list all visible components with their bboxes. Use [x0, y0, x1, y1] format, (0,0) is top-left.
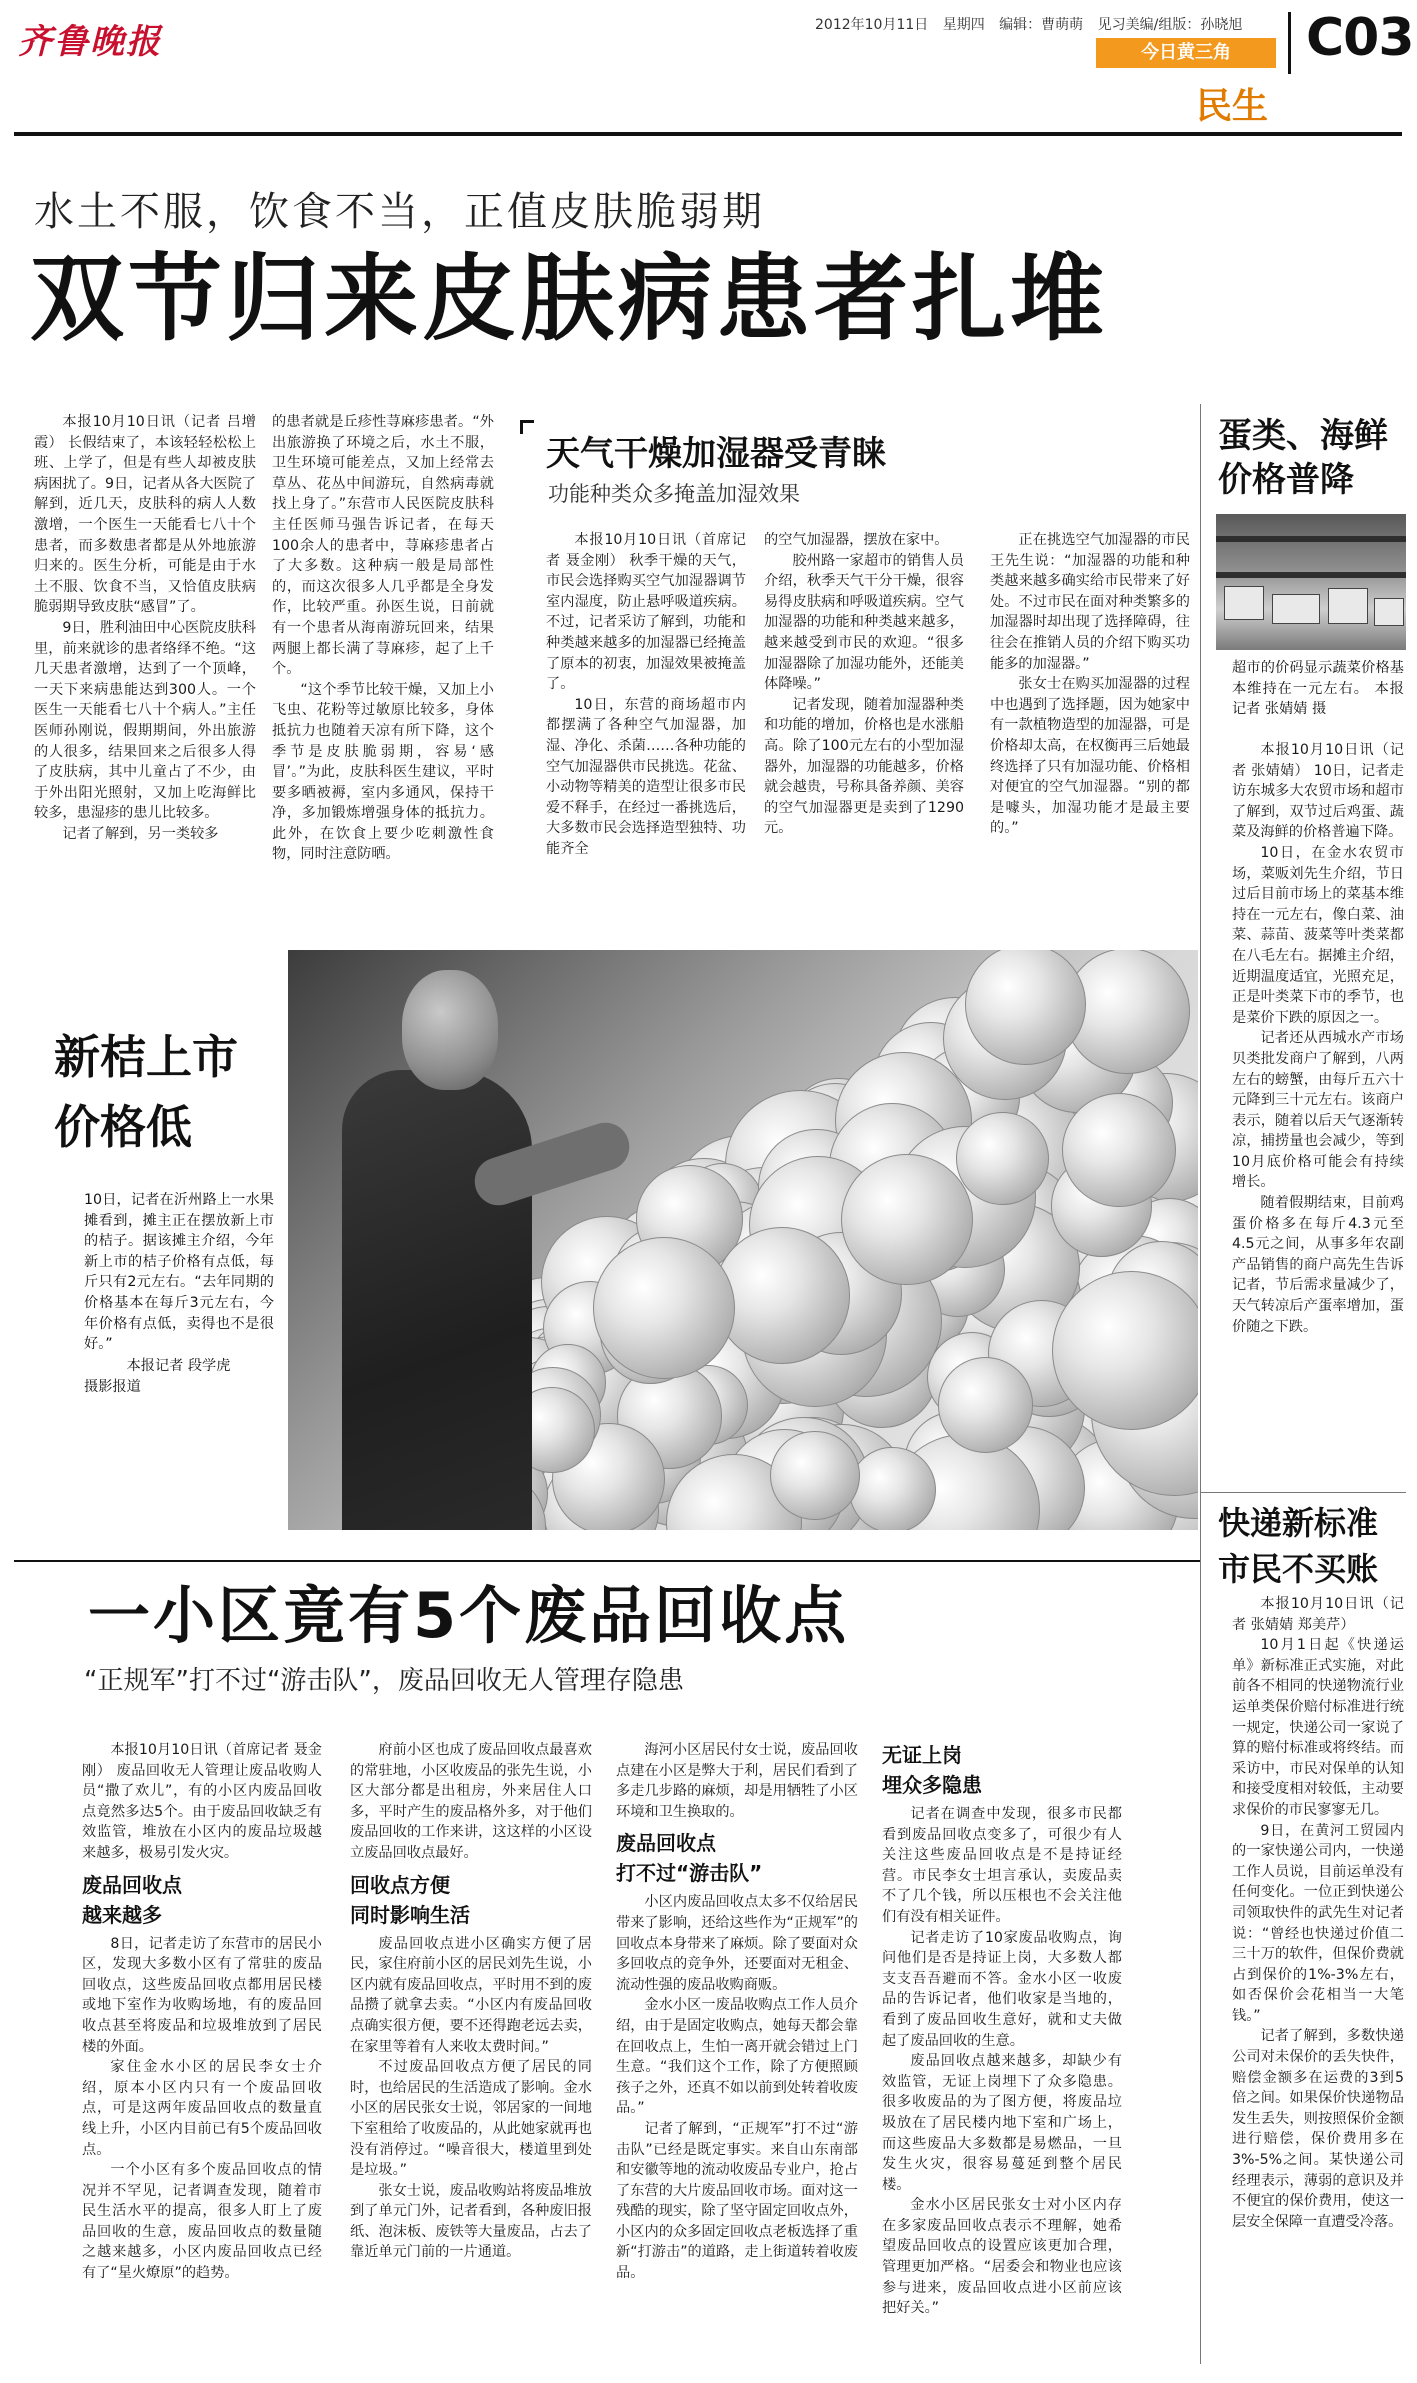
photo-story-title-line: 价格低 [54, 1100, 192, 1154]
photo-credit-line: 本报记者 段学虎 [126, 1358, 231, 1374]
story2-paragraph: 小区内废品回收点太多不仅给居民带来了影响，还给这些作为“正规军”的回收点本身带来了麻烦。除了要面对众多回收点的竞争外，还要面对无租金、流动性强的废品收购商贩。 [616, 1894, 858, 1993]
eggs-title [1218, 414, 1388, 502]
humidifier-box-corner [520, 420, 534, 434]
story2-subheading-line: 打不过“游击队” [616, 1861, 763, 1886]
story2-paragraph: 家住金水小区的居民李女士介绍，原本小区内只有一个废品回收点，可是这两年废品回收点的数量直线上升，小区内目前已有5个废品回收点。 [82, 2059, 322, 2158]
market-photo-caption: 超市的价码显示蔬菜价格基本维持在一元左右。 本报记者 张婧婧 摄 [1232, 660, 1404, 718]
photo-story-title [54, 1022, 238, 1162]
story2-divider [14, 1560, 1200, 1562]
humidifier-paragraph: 10日，东营的商场超市内都摆满了各种空气加湿器，加湿、净化、杀菌……各种功能的空气加湿器供市民挑选。花盆、小动物等精美的造型让很多市民爱不释手，在经过一番挑选后，大多数市民会选择造型独特、功能齐全 [546, 696, 746, 857]
story2-subheading [882, 1740, 1122, 1800]
sidebar-divider [1200, 404, 1201, 2364]
tangerine [770, 1431, 859, 1520]
story2-paragraph: 8日，记者走访了东营市的居民小区，发现大多数小区有了常驻的废品回收点，这些废品回收点都用居民楼或地下室作为收购场地，有的废品回收点甚至将废品和垃圾堆放到了居民楼的外面。 [82, 1935, 322, 2055]
story2-subheading [616, 1828, 858, 1888]
humidifier-subtitle: 功能种类众多掩盖加湿效果 [548, 482, 800, 506]
header-rule [14, 132, 1402, 136]
express-paragraph: 记者了解到，多数快递公司对未保价的丢失快件，赔偿金额多在运费的3到5倍之间。如果保价快递物品发生丢失，则按照保价金额进行赔偿，保价费用多在3%-5%之间。某快递公司经理表示，薄弱的意识及并不便宜的保价费用，使这一层安全保障一直遭受冷落。 [1232, 2028, 1404, 2230]
express-paragraph: 本报10月10日讯（记者 张婧婧 郑美芹） [1232, 1596, 1404, 1633]
story1-paragraph: 记者了解到，另一类较多 [62, 825, 219, 842]
story2-paragraph: 本报10月10日讯（首席记者 聂金刚） 废品回收无人管理让废品收购人员“撒了欢儿”，有的小区内废品回收点竟然多达5个。由于废品回收缺乏有效监管，堆放在小区内的废品垃圾越来越多，极易引发火灾。 [82, 1742, 322, 1861]
story1-paragraph: “这个季节比较干燥，又加上小飞虫、花粉等过敏原比较多，身体抵抗力也随着天凉有所下降，这个季节是皮肤脆弱期，容易‘感冒’。”为此，皮肤科医生建议，平时要多晒被褥，室内多通风，保持干净，多加锻炼增强身体的抵抗力。此外，在饮食上要少吃刺激性食物，同时注意防晒。 [272, 681, 494, 863]
story2-column-4 [882, 1740, 1122, 2319]
eggs-body [1232, 740, 1404, 1337]
express-divider [1200, 1492, 1406, 1493]
market-shelf [1216, 536, 1406, 542]
story2-headline: 一小区竟有5个废品回收点 [88, 1579, 850, 1652]
story2-paragraph: 废品回收点越来越多，却缺少有效监管，无证上岗埋下了众多隐患。很多收废品的为了图方便，将废品垃圾放在了居民楼内地下室和广场上，而这些废品大多数都是易燃品，一旦发生火灾，很容易蔓延到整个居民楼。 [882, 2053, 1122, 2193]
eggs-paragraph: 10日，在金水农贸市场，菜贩刘先生介绍，节日过后目前市场上的菜基本维持在一元左右，像白菜、油菜、蒜苗、菠菜等叶类菜都在八毛左右。据摊主介绍，近期温度适宜，光照充足，正是叶类菜下市的季节，也是菜价下跌的原因之一。 [1232, 844, 1404, 1026]
photo-credit [84, 1356, 274, 1397]
masthead-logo: 齐鲁晚报 [18, 22, 162, 62]
tangerine [849, 1447, 936, 1530]
story2-paragraph: 府前小区也成了废品回收点最喜欢的常驻地，小区收废品的张先生说，小区大部分都是出租房，外来居住人口多，平时产生的废品格外多，对于他们废品回收的工作来讲，这这样的小区设立废品回收点最好。 [350, 1742, 592, 1861]
story2-subheading-line: 回收点方便 [350, 1872, 450, 1897]
story2-subheading-line: 无证上岗 [882, 1743, 962, 1767]
humidifier-paragraph: 本报10月10日讯（首席记者 聂金刚） 秋季干燥的天气，市民会选择购买空气加湿器调节室内湿度，防止悬呼吸道疾病。不过，记者采访了解到，功能和种类越来越多的加湿器已经掩盖了原本的初衷，加湿效果被掩盖了。 [546, 532, 746, 693]
express-paragraph: 10月1日起《快递运单》新标准正式实施，对此前各不相同的快递物流行业运单类保价赔付标准进行统一规定，快递公司一家说了算的赔付标准或将终结。而采访中，市民对保单的认知和接受度相对较低，主动要求保价的市民寥寥无几。 [1232, 1637, 1404, 1818]
produce-crate [1224, 586, 1264, 620]
humidifier-column-1 [546, 530, 746, 860]
vendor-body [342, 1070, 532, 1530]
produce-crate [1272, 594, 1320, 624]
header-meta [815, 14, 1252, 34]
header-divider [1288, 12, 1291, 74]
tangerine [1062, 1093, 1176, 1207]
story2-paragraph: 记者了解到，“正规军”打不过“游击队”已经是既定事实。来自山东南部和安徽等地的流动收废品专业户，抢占了东营的大片废品回收市场。面对这一残酷的现实，除了坚守固定回收点外，小区内的众多固定回收点老板选择了重新“打游击”的道路，走上街道转着收废品。 [616, 2120, 858, 2282]
photo-story-title-line: 新桔上市 [54, 1030, 238, 1084]
story2-paragraph: 金水小区居民张女士对小区内存在多家废品回收点表示不理解，她希望废品回收点的设置应该更加合理，管理更加严格。“居委会和物业也应该参与进来，废品回收点进小区前应该把好关。” [882, 2197, 1122, 2317]
story2-column-1 [82, 1740, 322, 2284]
humidifier-paragraph: 正在挑选空气加湿器的市民王先生说：“加湿器的功能和种类越来越多确实给市民带来了好处。不过市民在面对种类繁多的加湿器时却出现了选择障碍，往往会在推销人员的介绍下购买功能多的加湿器。” [990, 532, 1190, 672]
story2-subheading-line: 废品回收点 [616, 1831, 716, 1856]
tangerine [956, 1112, 1049, 1205]
story1-paragraph: 本报10月10日讯（记者 吕增霞） 长假结束了，本该轻轻松松上班、上学了，但是有些人却被皮肤病困扰了。9日，记者从各大医院了解到，近几天，皮肤科的病人人数激增，一个医生一天能看七八十个患者，而多数患者都是从外地旅游归来的。医生分析，可能是由于水土不服、饮食不当，又恰值皮肤病脆弱期导致皮肤“感冒”了。 [34, 414, 256, 616]
story2-paragraph: 金水小区一废品收购点工作人员介绍，由于是固定收购点，她每天都会靠在回收点上，生怕一离开就会错过上门生意。“我们这个工作，除了方便照顾孩子之外，还真不如以前到处转着收废品。” [616, 1997, 858, 2117]
issue-date: 2012年10月11日 [815, 17, 929, 33]
editor-credit: 编辑：曹萌萌 [999, 17, 1084, 33]
column-banner: 今日黄三角 [1096, 38, 1276, 68]
eggs-title-line: 蛋类、海鲜 [1218, 416, 1388, 456]
page-number: C03 [1306, 8, 1414, 68]
story2-subheading-line: 越来越多 [82, 1902, 162, 1927]
section-label: 民生 [1196, 86, 1269, 127]
tangerine [714, 1227, 851, 1364]
story2-subheading-line: 埋众多隐患 [882, 1773, 982, 1797]
story2-paragraph: 张女士说，废品收购站将废品堆放到了单元门外，记者看到，各种废旧报纸、泡沫板、废铁等大量废品，占去了靠近单元门前的一片通道。 [350, 2182, 592, 2261]
story2-subheading [82, 1870, 322, 1930]
tangerine [938, 1357, 1034, 1453]
story2-subhead: “正规军”打不过“游击队”，废品回收无人管理存隐患 [84, 1666, 684, 1696]
vendor-head [402, 970, 498, 1090]
tangerine [841, 1154, 972, 1285]
humidifier-column-3 [990, 530, 1190, 839]
humidifier-paragraph: 的空气加湿器，摆放在家中。 [764, 532, 949, 548]
market-shelf [1216, 572, 1406, 578]
story2-column-2 [350, 1740, 592, 2263]
produce-crate [1328, 588, 1368, 624]
eggs-paragraph: 随着假期结束，目前鸡蛋价格多在每斤4.3元至4.5元之间，从事多年农副产品销售的商户高先生告诉记者，节后需求量减少了，天气转凉后产蛋率增加，蛋价随之下跌。 [1232, 1195, 1404, 1335]
eggs-paragraph: 本报10月10日讯（记者 张婧婧） 10日，记者走访东城多大农贸市场和超市了解到，双节过后鸡蛋、蔬菜及海鲜的价格普遍下降。 [1232, 742, 1404, 841]
story2-paragraph: 一个小区有多个废品回收点的情况并不罕见，记者调查发现，随着市民生活水平的提高，很多人盯上了废品回收的生意，废品回收点的数量随之越来越多，小区内废品回收点已经有了“星火燎原”的趋势。 [82, 2162, 322, 2282]
humidifier-paragraph: 张女士在购买加湿器的过程中也遇到了选择题，因为她家中有一款植物造型的加湿器，可是价格却太高，在权衡再三后她最终选择了只有加湿功能、价格相对便宜的空气加湿器。“别的都是噱头，加湿功能才是最主要的。” [990, 676, 1190, 837]
story2-paragraph: 海河小区居民付女士说，废品回收点建在小区是弊大于利，居民们看到了多走几步路的麻烦，却是用牺牲了小区环境和卫生换取的。 [616, 1742, 858, 1820]
designer-credit: 见习美编/组版：孙晓旭 [1097, 17, 1243, 33]
express-title-line: 快递新标准 [1218, 1504, 1379, 1542]
eggs-paragraph: 记者还从西城水产市场贝类批发商户了解到，八两左右的螃蟹，由每斤五六十元降到三十元左右。该商户表示，随着以后天气逐渐转凉，捕捞量也会减少，等到10月底价格可能会有持续增长。 [1232, 1030, 1404, 1191]
tangerine-photo [288, 950, 1198, 1530]
story1-paragraph: 的患者就是丘疹性荨麻疹患者。“外出旅游换了环境之后，水土不服，卫生环境可能差点，又加上经常去草丛、花丛中间游玩，自然病毒就找上身了。”东营市人民医院皮肤科主任医师马强告诉记者，在每天100余人的患者中，荨麻疹患者占了大多数。这种病一般是局部性的，而这次很多人几乎都是全身发作，比较严重。孙医生说，日前就有一个患者从海南游玩回来，结果两腿上都长满了荨麻疹，起了上千个。 [272, 414, 494, 678]
story2-subheading [350, 1870, 592, 1930]
issue-weekday: 星期四 [942, 17, 985, 33]
story1-column-1 [34, 412, 256, 844]
produce-crate [1374, 598, 1404, 626]
story1-column-2 [272, 412, 494, 865]
express-title-line: 市民不买账 [1218, 1550, 1379, 1588]
story2-subheading-line: 废品回收点 [82, 1872, 182, 1897]
story2-paragraph: 记者走访了10家废品收购点，询问他们是否是持证上岗，大多数人都支支吾吾避而不答。金水小区一收废品的告诉记者，他们收家是当地的，看到了废品回收生意好，就和丈夫做起了废品回收的生意。 [882, 1929, 1122, 2049]
vendor-figure [322, 950, 532, 1530]
story2-subheading-line: 同时影响生活 [350, 1902, 470, 1927]
story1-headline: 双节归来皮肤病患者扎堆 [30, 245, 1109, 354]
eggs-title-line: 价格普降 [1218, 460, 1354, 500]
story2-paragraph: 不过废品回收点方便了居民的同时，也给居民的生活造成了影响。金水小区的居民张女士说，邻居家的一间地下室租给了收废品的，从此她家就再也没有消停过。“噪音很大，楼道里到处是垃圾。” [350, 2059, 592, 2179]
story1-paragraph: 9日，胜利油田中心医院皮肤科里，前来就诊的患者络绎不绝。“这几天患者激增，达到了一个顶峰，一天下来病患能达到300人。一个医生一天能看七八十个病人。”主任医师孙刚说，假期期间，外出旅游的人很多，结果回来之后很多人得了皮肤病，其中儿童占了不少，由于外出阳光照射，又加上吃海鲜比较多，患湿疹的患儿比较多。 [34, 619, 256, 822]
express-paragraph: 9日，在黄河工贸园内的一家快递公司内，一快递工作人员说，目前运单没有任何变化。一位正到快递公司领取快件的武先生对记者说：“曾经也快递过价值二三十万的软件，但保价费就占到保价的1%-3%左右，如否保价会花相当一大笔钱。” [1232, 1822, 1404, 2024]
express-title [1218, 1500, 1378, 1592]
photo-story-caption: 10日，记者在沂州路上一水果摊看到，摊主正在摆放新上市的桔子。据该摊主介绍，今年新上市的桔子价格有点低，每斤只有2元左右。“去年同期的价格基本在每斤3元左右，今年价格有点低，卖得也不是很好。” [84, 1192, 274, 1353]
tangerine [965, 950, 1085, 1065]
market-photo [1216, 514, 1406, 650]
humidifier-column-2 [764, 530, 964, 839]
story2-paragraph: 废品回收点进小区确实方便了居民，家住府前小区的居民刘先生说，小区内就有废品回收点，平时用不到的废品攒了就拿去卖。“小区内有废品回收点确实很方便，要不还得跑老远去卖，在家里等着有人来收太费时间。” [350, 1935, 592, 2055]
tangerine [593, 1237, 735, 1379]
story2-paragraph: 记者在调查中发现，很多市民都看到废品回收点变多了，可很少有人关注这些废品回收点是不是持证经营。市民李女士坦言承认，卖废品卖不了几个钱，所以压根也不会关注他们有没有相关证件。 [882, 1806, 1122, 1925]
express-body [1232, 1594, 1404, 2232]
photo-credit-line: 摄影报道 [84, 1378, 141, 1395]
humidifier-title: 天气干燥加湿器受青睐 [546, 434, 886, 474]
story1-kicker: 水土不服，饮食不当，正值皮肤脆弱期 [34, 189, 765, 235]
humidifier-paragraph: 胶州路一家超市的销售人员介绍，秋季天气干分干燥，很容易得皮肤病和呼吸道疾病。空气加湿器的功能和种类越来越多，越来越受到市民的欢迎。“很多加湿器除了加湿功能外，还能美体降噪。” [764, 552, 964, 693]
humidifier-paragraph: 记者发现，随着加湿器种类和功能的增加，价格也是水涨船高。除了100元左右的小型加湿器外，加湿器的功能越多，价格就会越贵，号称具备养颜、美容的空气加湿器更是卖到了1290元。 [764, 696, 964, 837]
story2-column-3 [616, 1740, 858, 2284]
